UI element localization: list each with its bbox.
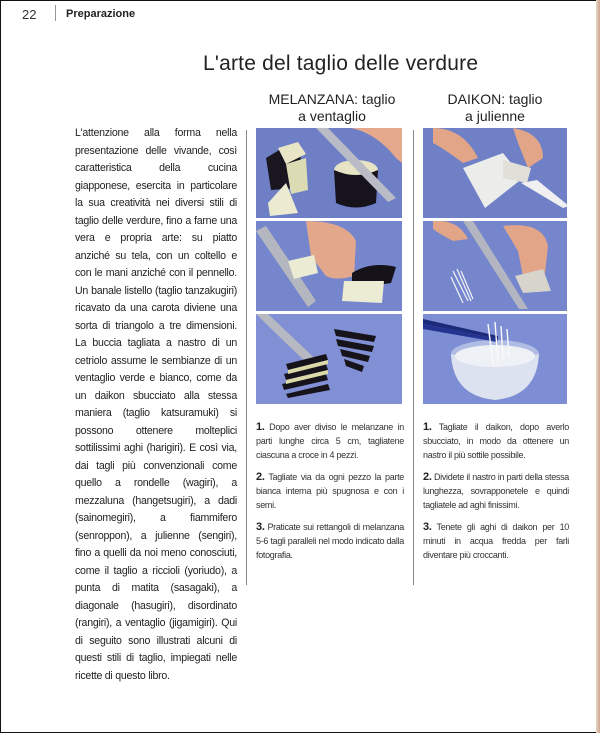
step-item (423, 470, 569, 512)
daikon-steps (423, 420, 569, 570)
column-heading-eggplant (256, 91, 408, 125)
step-text: Praticate sui rettangoli di melanzana 5-6 tagli paralleli nel modo indicato dalla fotografia. (256, 522, 405, 560)
heading-line: MELANZANA: taglio (268, 91, 396, 107)
eggplant-steps (256, 420, 404, 570)
heading-line: a ventaglio (298, 108, 366, 124)
heading-line: DAIKON: taglio (447, 91, 543, 107)
step-number: 2. (423, 471, 432, 483)
header-divider (55, 5, 56, 21)
step-item (423, 520, 569, 562)
page-title: L'arte del taglio delle verdure (203, 52, 479, 75)
column-divider (413, 130, 414, 585)
intro-paragraph: L'attenzione alla forma nella presentazione delle vivande, così caratteristica della cucina giapponese, esercita in particolare la sua creatività nei diversi stili di taglio delle verdure, fino a farne una vera e propria arte: su piatto anziché su tela, con un coltello e con le mani anziché con il pennello. Un banale listello (taglio tanzakugiri) ricavato da una carota diviene una sorta di triangolo a tre dimensioni. La buccia tagliata a nastro di un cetriolo assume le sembianze di un ventaglio verde e bianco, come da un daikon sbucciato alla stessa maniera (taglio katsuramuki) si possono ottenere molteplici sottilissimi aghi (harigiri). E così via, dai tagli più convenzionali come quello a rondelle (wagiri), a mezzaluna (hangetsugiri), a dadi (sainomegiri), a fiammifero (senroppon), a julienne (sengiri), fino a quelli da noi meno conosciuti, come il taglio a riccioli (yoriudo), a punta di matita (sasagaki), a diagonale (hasugiri), disordinato (rangiri), a ventaglio (jigamigiri). Qui di seguito sono illustrati alcuni di questi stili di taglio, impiegati nelle ricette di questo libro. (75, 127, 237, 682)
step-number: 1. (256, 421, 265, 433)
eggplant-fan-cut-photo (256, 314, 402, 404)
step-number: 3. (256, 521, 265, 533)
heading-line: a julienne (465, 108, 525, 124)
step-text: Tenete gli aghi di daikon per 10 minuti in acqua fredda per farli diventare più croccanti. (423, 522, 569, 560)
page-edge (596, 0, 600, 733)
step-item (423, 420, 569, 462)
daikon-peeling-photo (423, 128, 567, 218)
step-number: 1. (423, 421, 432, 433)
step-number: 2. (256, 471, 265, 483)
step-text: Tagliate via da ogni pezzo la parte bianca interna più spugnosa e con i semi. (256, 472, 405, 510)
step-text: Dopo aver diviso le melanzane in parti lunghe circa 5 cm, tagliatene ciascuna a croce in 4 pezzi. (256, 422, 404, 460)
step-text: Tagliate il daikon, dopo averlo sbucciato, in modo da ottenere un nastro il più sottile possibile. (423, 422, 569, 460)
step-item (256, 470, 404, 512)
step-item (256, 420, 404, 462)
daikon-in-water-photo (423, 314, 567, 404)
eggplant-trimming-photo (256, 221, 402, 311)
page-number: 22 (22, 7, 37, 22)
daikon-slicing-photo (423, 221, 567, 311)
section-title: Preparazione (66, 8, 136, 20)
step-number: 3. (423, 521, 432, 533)
eggplant-quartered-photo (256, 128, 402, 218)
step-item (256, 520, 404, 562)
column-heading-daikon (420, 91, 570, 125)
column-divider (246, 130, 247, 585)
step-text: Dividete il nastro in parti della stessa lunghezza, sovrapponetele e quindi tagliatele ad aghi finissimi. (423, 472, 570, 510)
